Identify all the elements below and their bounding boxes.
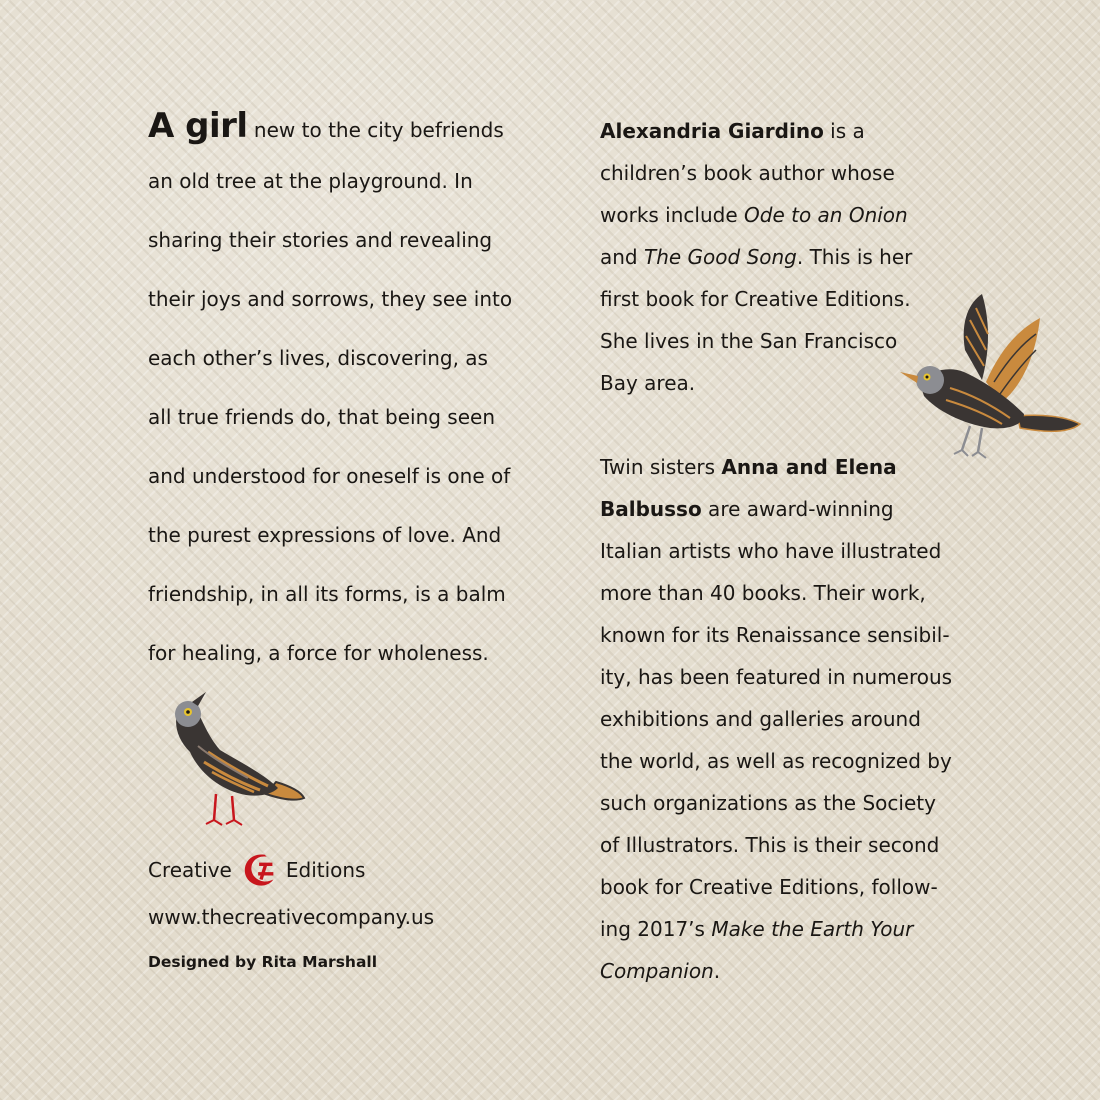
blurb-line: the purest expressions of love. And (148, 523, 502, 547)
design-credit: Designed by Rita Marshall (148, 953, 378, 971)
bio-line: known for its Renaissance sensibil- (600, 623, 950, 647)
blurb-lead: A girl (148, 106, 248, 146)
bio-line: more than 40 books. Their work, (600, 581, 926, 605)
book-title: Companion (600, 959, 714, 983)
bio-line: Balbusso are award-winning (600, 497, 894, 521)
creator-bios (600, 110, 970, 992)
back-cover-blurb (148, 100, 548, 683)
book-title: Ode to an Onion (744, 203, 908, 227)
book-title: Make the Earth Your (711, 917, 914, 941)
bio-line: Italian artists who have illustrated (600, 539, 942, 563)
illustrator-name: Anna and Elena (721, 455, 897, 479)
publisher-name-right: Editions (285, 858, 366, 882)
blurb-line: and understood for oneself is one of (148, 464, 511, 488)
standing-bird-icon (168, 690, 308, 835)
publisher-url[interactable]: www.thecreativecompany.us (148, 905, 435, 929)
creative-editions-logo-icon (242, 851, 280, 889)
bio-line: first book for Creative Editions. (600, 287, 911, 311)
bio-line: works include Ode to an Onion (600, 203, 908, 227)
bio-line: the world, as well as recognized by (600, 749, 952, 773)
bio-line: of Illustrators. This is their second (600, 833, 940, 857)
bio-line: such organizations as the Society (600, 791, 936, 815)
bio-line: Companion. (600, 959, 721, 983)
bio-line: Alexandria Giardino is a (600, 119, 865, 143)
publisher-imprint (148, 848, 365, 892)
bio-line: children’s book author whose (600, 161, 895, 185)
bio-line: book for Creative Editions, follow- (600, 875, 938, 899)
blurb-line: A girl new to the city befriends (148, 106, 504, 146)
author-name: Alexandria Giardino (600, 119, 824, 143)
bio-line: Twin sisters Anna and Elena (600, 455, 897, 479)
bio-line: and The Good Song. This is her (600, 245, 913, 269)
blurb-line: sharing their stories and revealing (148, 228, 493, 252)
blurb-line: their joys and sorrows, they see into (148, 287, 513, 311)
bio-line: She lives in the San Francisco (600, 329, 898, 353)
publisher-name-left: Creative (148, 858, 232, 882)
bio-line: Bay area. (600, 371, 696, 395)
blurb-line: friendship, in all its forms, is a balm (148, 582, 506, 606)
book-title: The Good Song (643, 245, 797, 269)
blurb-line: each other’s lives, discovering, as (148, 346, 488, 370)
blurb-line: an old tree at the playground. In (148, 169, 473, 193)
illustrator-name: Balbusso (600, 497, 702, 521)
bio-line: ing 2017’s Make the Earth Your (600, 917, 914, 941)
flying-bird-icon (890, 290, 1085, 480)
bio-line: ity, has been featured in numerous (600, 665, 953, 689)
blurb-line: all true friends do, that being seen (148, 405, 496, 429)
blurb-line: for healing, a force for wholeness. (148, 641, 489, 665)
bio-line: exhibitions and galleries around (600, 707, 921, 731)
